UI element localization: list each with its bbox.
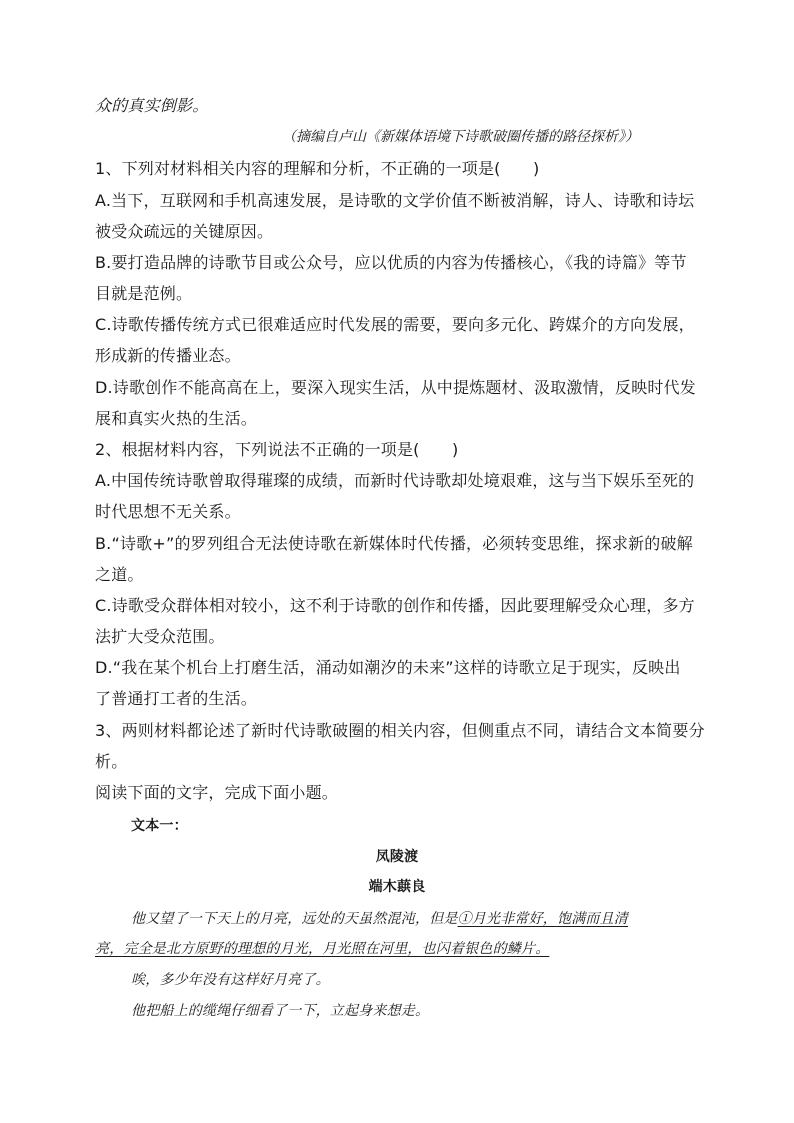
q2-option-b-line2: 之道。 bbox=[95, 565, 144, 584]
question-3-line2: 析。 bbox=[95, 752, 128, 771]
story-paragraph-2: 唉，多少年没有这样好月亮了。 bbox=[131, 972, 330, 988]
question-1-stem: 1、下列对材料相关内容的理解和分析，不正确的一项是( ) bbox=[95, 159, 540, 178]
q1-option-a-line2: 被受众疏远的关键原因。 bbox=[95, 222, 274, 241]
reading-instruction: 阅读下面的文字，完成下面小题。 bbox=[95, 783, 339, 802]
story-title: 凤陵渡 bbox=[375, 849, 419, 865]
source-citation: （摘编自卢山《新媒体语境下诗歌破圈传播的路径探析》） bbox=[282, 129, 639, 145]
story-paragraph-1-line1 bbox=[131, 908, 628, 930]
q1-option-b-line2: 目就是范例。 bbox=[95, 284, 193, 303]
q1-option-c-line2: 形成新的传播业态。 bbox=[95, 346, 241, 365]
q1-option-b-line1: B.要打造品牌的诗歌节目或公众号，应以优质的内容为传播核心，《我的诗篇》等节 bbox=[95, 253, 687, 272]
text-one-label: 文本一： bbox=[131, 818, 188, 834]
q2-option-a-line2: 时代思想不无关系。 bbox=[95, 502, 241, 521]
q2-option-d-line1: D.“我在某个机台上打磨生活，涌动如潮汐的未来”这样的诗歌立足于现实，反映出 bbox=[95, 658, 681, 677]
question-3-line1: 3、两则材料都论述了新时代诗歌破圈的相关内容，但侧重点不同，请结合文本简要分 bbox=[95, 721, 705, 740]
underlined-sentence-1: ①月光非常好，饱满而且清 bbox=[457, 911, 629, 927]
question-2-stem: 2、根据材料内容，下列说法不正确的一项是( ) bbox=[95, 440, 459, 459]
story-author: 端木蕻良 bbox=[368, 879, 426, 895]
q2-option-b-line1: B.“诗歌+”的罗列组合无法使诗歌在新媒体时代传播，必须转变思维，探求新的破解 bbox=[95, 534, 693, 553]
q1-option-c-line1: C.诗歌传播传统方式已很难适应时代发展的需要，要向多元化、跨媒介的方向发展， bbox=[95, 315, 695, 334]
continued-text-line: 众的真实倒影。 bbox=[95, 96, 209, 115]
q2-option-c-line2: 法扩大受众范围。 bbox=[95, 627, 225, 646]
story-paragraph-3: 他把船上的缆绳仔细看了一下，立起身来想走。 bbox=[131, 1003, 430, 1019]
paragraph-1-text: 他又望了一下天上的月亮，远处的天虽然混沌，但是 bbox=[131, 911, 458, 927]
q2-option-d-line2: 了普通打工者的生活。 bbox=[95, 689, 258, 708]
q2-option-c-line1: C.诗歌受众群体相对较小，这不利于诗歌的创作和传播，因此要理解受众心理，多方 bbox=[95, 596, 695, 615]
q1-option-d-line2: 展和真实火热的生活。 bbox=[95, 409, 258, 428]
q2-option-a-line1: A.中国传统诗歌曾取得璀璨的成绩，而新时代诗歌却处境艰难，这与当下娱乐至死的 bbox=[95, 471, 695, 490]
q1-option-a-line1: A.当下，互联网和手机高速发展，是诗歌的文学价值不断被消解，诗人、诗歌和诗坛 bbox=[95, 191, 695, 210]
underlined-sentence-1-cont: 亮，完全是北方原野的理想的月光，月光照在河里，也闪着银色的鳞片。 bbox=[95, 941, 550, 957]
q1-option-d-line1: D.诗歌创作不能高高在上，要深入现实生活，从中提炼题材、汲取激情，反映时代发 bbox=[95, 378, 697, 397]
